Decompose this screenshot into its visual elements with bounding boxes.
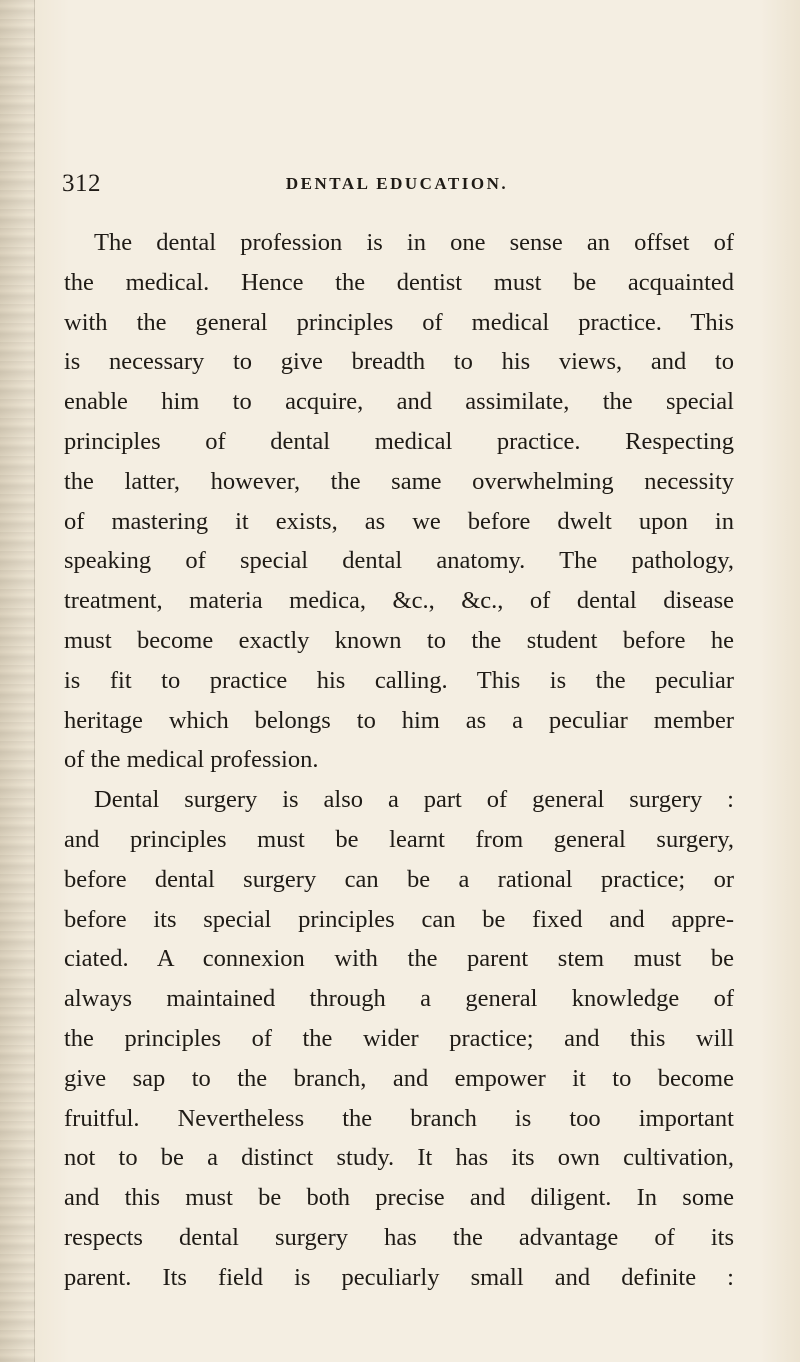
text-line: before its special principles can be fixed and appre- xyxy=(64,905,734,933)
page-number: 312 xyxy=(62,170,101,197)
text-line: The dental profession is in one sense an offset of xyxy=(94,229,734,256)
text-line: the latter, however, the same overwhelming necessity xyxy=(64,467,734,495)
text-line: fruitful. Nevertheless the branch is too important xyxy=(64,1104,734,1132)
text-line: not to be a distinct study. It has its own cultivation, xyxy=(64,1144,734,1172)
text-line: treatment, materia medica, &c., &c., of dental disease xyxy=(64,587,734,615)
text-line: the principles of the wider practice; and this will xyxy=(64,1024,734,1052)
binding-gutter xyxy=(0,0,35,1362)
text-line: of the medical profession. xyxy=(64,746,319,774)
text-line: and principles must be learnt from general surgery, xyxy=(64,825,734,853)
text-line: parent. Its field is peculiarly small and definite : xyxy=(64,1263,734,1291)
text-line: principles of dental medical practice. Respecting xyxy=(64,427,734,455)
text-line: always maintained through a general knowledge of xyxy=(64,985,734,1013)
text-line: is necessary to give breadth to his views, and to xyxy=(64,348,734,376)
text-line: of mastering it exists, as we before dwelt upon in xyxy=(64,507,734,535)
body-text xyxy=(64,223,734,1298)
text-line: the medical. Hence the dentist must be acquainted xyxy=(64,268,734,296)
text-line: heritage which belongs to him as a peculiar member xyxy=(64,706,734,734)
text-line: respects dental surgery has the advantage of its xyxy=(64,1223,734,1251)
text-line: is fit to practice his calling. This is the peculiar xyxy=(64,666,734,694)
text-line: before dental surgery can be a rational practice; or xyxy=(64,865,734,893)
text-line: must become exactly known to the student before he xyxy=(64,626,734,654)
text-line: with the general principles of medical practice. This xyxy=(64,308,734,336)
text-line: speaking of special dental anatomy. The pathology, xyxy=(64,547,734,575)
text-line: ciated. A connexion with the parent stem must be xyxy=(64,945,734,973)
text-line: enable him to acquire, and assimilate, the special xyxy=(64,388,734,416)
running-head: DENTAL EDUCATION. xyxy=(285,174,509,193)
text-line: and this must be both precise and diligent. In some xyxy=(64,1184,734,1212)
text-line: Dental surgery is also a part of general surgery : xyxy=(94,786,734,814)
page-header xyxy=(62,170,732,202)
text-line: give sap to the branch, and empower it to become xyxy=(64,1064,734,1092)
